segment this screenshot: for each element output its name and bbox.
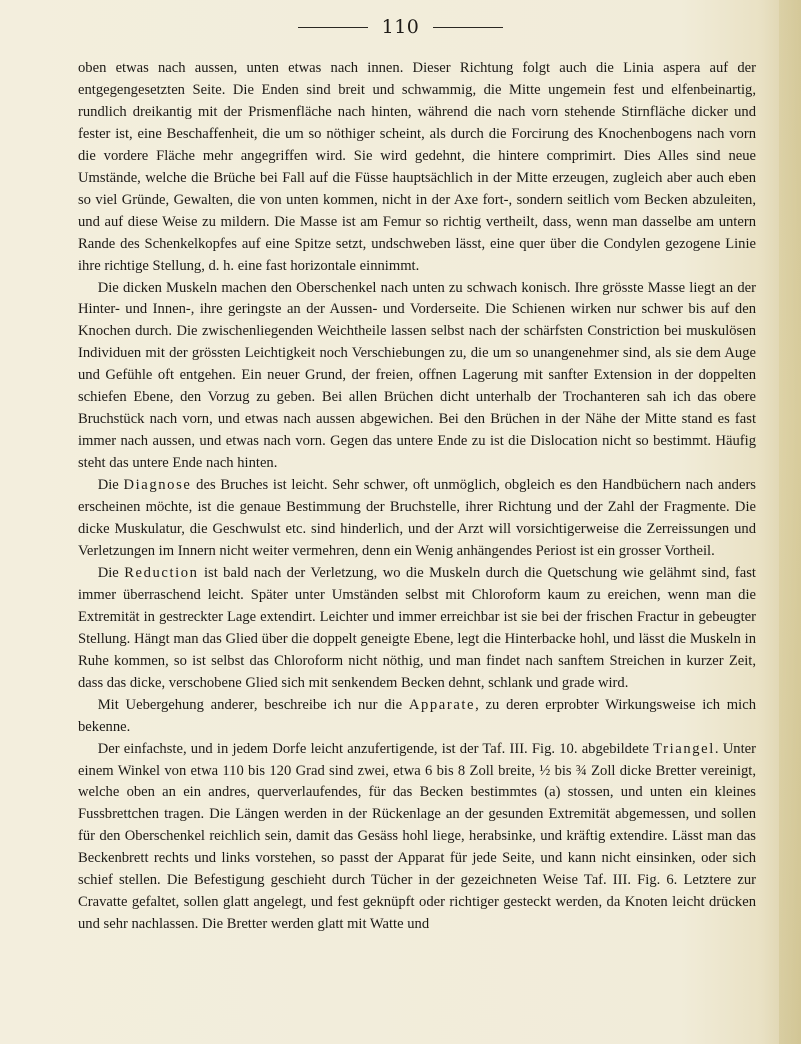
paragraph-text: Die [97, 564, 125, 581]
paragraph-text: oben etwas nach aussen, unten etwas nach innen. Dieser Richtung folgt auch die Linia aspera auf der entgegengesetzten Seite. Die Enden sind breit und schwammig, die Mitte ungemein fest und elfenbeinartig, rundlich dreikantig mit der Prismenfläche nach hinten, während die nach vorn stehende Stirnfläche dicker und fester ist, eine Beschaffenheit, die um so nöthiger scheint, als durch die Forcirung des Knochenbogens nach vorn die vordere Fläche mehr angegriffen wird. Sie wird gedehnt, die hintere comprimirt. Dies Alles sind neue Umstände, welche die Brüche bei Fall auf die Füsse hauptsächlich in der Mitte erzeugen, zugleich aber auch eben so viel Gründe, Gewalten, die von unten kommen, nicht in der Axe fort-, sondern seitlich vom Becken abzuleiten, und auf diese Weise zu mildern. Die Masse ist am Femur so richtig vertheilt, dass, wenn man dasselbe am untern Rande des Schenkelkopfes auf eine Spitze setzt, undschweben lässt, eine quer über die Condylen gezogene Linie ihre richtige Stellung, d. h. eine fast horizontale einnimmt. [78, 60, 756, 274]
page-number: 110 [381, 16, 420, 38]
paragraph-text: des Bruches ist leicht. Sehr schwer, oft unmöglich, obgleich es den Handbüchern nach anders erscheinen möchte, ist die genaue Bestimmung der Bruchstelle, ihrer Richtung und der Zahl der Fragmente. Die dicke Muskulatur, die Geschwulst etc. sind hinderlich, und der Arzt will vorsichtigerweise die Zerreissungen und Verletzungen im Innern nicht weiter vermehren, denn ein Wenig anhängendes Periost ist ein grosser Vortheil. [78, 477, 756, 559]
spaced-term: Triangel [653, 740, 715, 757]
paragraph-text: , zu deren erprobter Wirkungsweise ich mich bekenne. [78, 696, 756, 735]
spaced-term: Diagnose [123, 477, 192, 494]
paragraph-text: Mit Uebergehung anderer, beschreibe ich nur die [97, 696, 409, 713]
paragraph-triangel [78, 739, 756, 937]
paragraph-apparate [78, 695, 756, 739]
paragraph-text: ist bald nach der Verletzung, wo die Muskeln durch die Quetschung wie gelähmt sind, fast immer überraschend leicht. Später unter Umständen selbst mit Chloroform kaum zu ereichen, wenn man die Extremität in gestreckter Lage extendirt. Leichter und immer erreichbar ist sie bei der frischen Fractur in gebeugter Stellung. Hängt man das Glied über die doppelt geneigte Ebene, legt die Hinterbacke hohl, und lässt die Muskeln in Ruhe kommen, so ist selbst das Chloroform nicht nöthig, und man findet nach sanftem Streichen in kurzer Zeit, dass das dicke, verschobene Glied sich mit senkendem Becken dehnt, schlank und grade wird. [78, 564, 756, 691]
page-header [0, 16, 801, 38]
header-rule-right [433, 27, 503, 28]
paragraph-2 [78, 278, 756, 476]
spaced-term: Apparate [408, 696, 476, 713]
body-text [78, 58, 756, 936]
paragraph-text: Die dicken Muskeln machen den Oberschenkel nach unten zu schwach konisch. Ihre grösste Masse liegt an der Hinter- und Innen-, ihre geringste an der Aussen- und Vorderseite. Die Schienen wirken nur schwer bis auf den Knochen durch. Die zwischenliegenden Weichtheile lassen selbst nach der schärfsten Constriction bei muskulösen Individuen mit der grössten Leichtigkeit noch Verschiebungen zu, die um so unangenehmer sind, als sie dem Auge und Gefühle oft entgehen. Ein neuer Grund, der freien, offnen Lagerung mit sanfter Extension in der doppelten schiefen Ebene, den Vorzug zu geben. Bei allen Brüchen dicht unterhalb der Trochanteren sah ich das obere Bruchstück nach vorn, und etwas nach aussen abgewichen. Bei den Brüchen in der Nähe der Mitte stand es fast immer nach aussen, und etwas nach vorn. Gegen das untere Ende zu ist die Dislocation nicht so bestimmt. Häufig steht das untere Ende nach hinten. [78, 279, 756, 472]
header-rule-left [298, 27, 368, 28]
paragraph-1 [78, 58, 756, 278]
spaced-term: Reduction [124, 564, 199, 581]
paragraph-text: Der einfachste, und in jedem Dorfe leicht anzufertigende, ist der Taf. III. Fig. 10. abgebildete [97, 740, 654, 757]
paragraph-diagnose [78, 475, 756, 563]
paragraph-text: Die [97, 477, 124, 494]
paragraph-text: . Unter einem Winkel von etwa 110 bis 120 Grad sind zwei, etwa 6 bis 8 Zoll breite, ½ bis ¾ Zoll dicke Bretter vereinigt, welche oben an ein andres, querverlaufendes, für das Becken bestimmtes (a) stossen, und unten ein kleines Fussbrettchen tragen. Die Längen werden in der Rückenlage an der gesunden Extremität abgemessen, und sollen für den Oberschenkel reichlich sein, damit das Gesäss hohl liege, herabsinke, und kräftig extendire. Lässt man das Beckenbrett rechts und links vorstehen, so passt der Apparat für jede Seite, und kann nicht einsinken, oder sich schief stellen. Die Befestigung geschieht durch Tücher in der gezeichneten Weise Taf. III. Fig. 6. Letztere zur Cravatte gefaltet, sollen glatt angelegt, und fest geknüpft oder richtiger gesteckt werden, da Knoten leicht drücken und sehr nachlassen. Die Bretter werden glatt mit Watte und [78, 740, 756, 933]
paragraph-reduction [78, 563, 756, 695]
page-edge-stain [779, 0, 801, 1044]
